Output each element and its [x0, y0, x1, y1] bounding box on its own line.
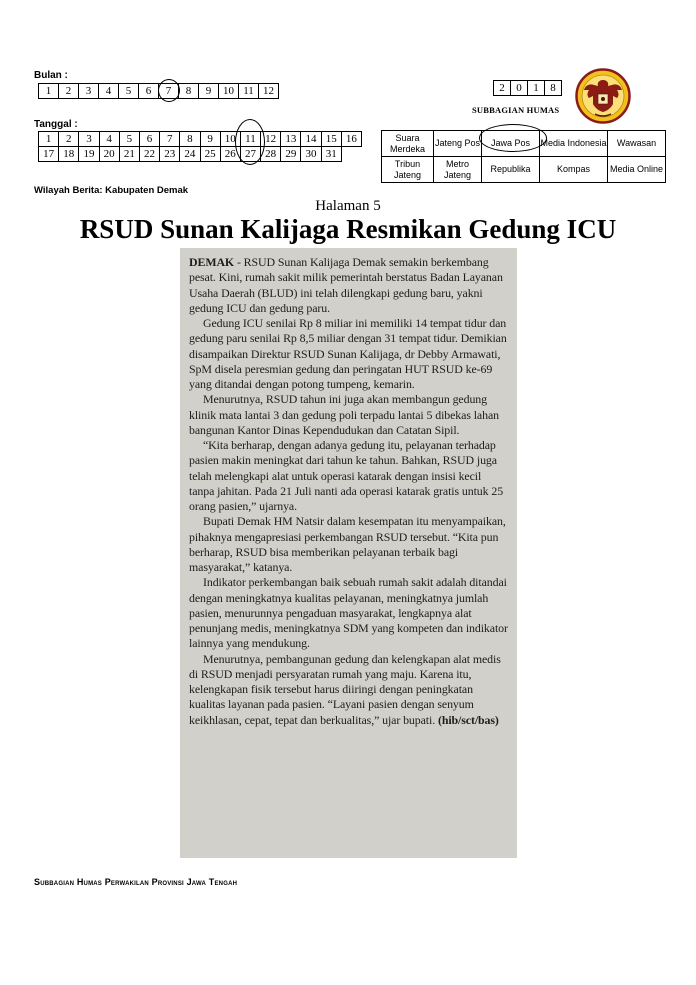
- date-cell: 31: [321, 147, 341, 162]
- month-cell: 8: [179, 84, 199, 99]
- selected-media-circle: [479, 124, 547, 152]
- garuda-emblem-icon: [575, 68, 631, 124]
- date-selector: [38, 131, 362, 162]
- date-cell: 19: [79, 147, 99, 162]
- date-cell: 9: [200, 132, 220, 147]
- date-cell: 26: [220, 147, 240, 162]
- article-paragraph: Bupati Demak HM Natsir dalam kesempatan itu menyampaikan, pihaknya mengapresiasi perkembangan RSUD tersebut. “Kita pun berharap, RSUD bisa memberikan pelayanan terbaik bagi masyarakat,” katanya.: [189, 514, 506, 574]
- selected-month-circle: [158, 79, 180, 102]
- date-cell: 4: [99, 132, 119, 147]
- article-paragraph: Indikator perkembangan baik sebuah rumah sakit adalah ditandai dengan meningkatnya kualitas pelayanan, meningkatnya jumlah pasien, menurunnya pengaduan masyarakat, lengkapnya alat penunjang medis, meningkatnya SDM yang kompeten dan indikator lainnya yang mendukung.: [189, 575, 508, 651]
- footer-agency: Subbagian Humas Perwakilan Provinsi Jawa Tengah: [34, 877, 238, 887]
- page-number: Halaman 5: [315, 198, 381, 214]
- article-signature: (hib/sct/bas): [437, 712, 499, 727]
- date-cell: 22: [139, 147, 159, 162]
- date-cell: 21: [119, 147, 139, 162]
- media-cell: Media Online: [608, 157, 666, 183]
- month-cell: 5: [119, 84, 139, 99]
- date-cell: 1: [39, 132, 59, 147]
- media-cell: Suara Merdeka: [382, 131, 434, 157]
- month-cell: 3: [79, 84, 99, 99]
- news-clipping: [180, 248, 517, 858]
- date-cell: 16: [341, 132, 361, 147]
- media-cell: Kompas: [540, 157, 608, 183]
- headline: RSUD Sunan Kalijaga Resmikan Gedung ICU: [79, 214, 617, 244]
- date-cell: 13: [281, 132, 301, 147]
- date-cell: 8: [180, 132, 200, 147]
- year-digit: 0: [511, 81, 528, 96]
- media-cell: Jawa Pos: [482, 131, 540, 157]
- date-cell: 20: [99, 147, 119, 162]
- media-cell: Jateng Pos: [434, 131, 482, 157]
- article-paragraph: Menurutnya, pembangunan gedung dan kelengkapan alat medis di RSUD menjadi persyaratan rumah yang maju. Karena itu, kelengkapan fisik tersebut harus diiringi dengan peningkatan kualitas layanan pada pasien. “Layani pasien dengan senyum keikhlasan, cepat, tepat dan berkualitas,” ujar bupati. (hib/sct/bas): [189, 651, 501, 727]
- date-cell: 18: [59, 147, 79, 162]
- date-cell: 11: [240, 132, 260, 147]
- date-cell: 5: [119, 132, 139, 147]
- month-cell: 10: [219, 84, 239, 99]
- date-cell: 15: [321, 132, 341, 147]
- year-box: [493, 80, 562, 96]
- media-cell: Media Indonesia: [540, 131, 608, 157]
- date-cell: 24: [180, 147, 200, 162]
- media-cell: Wawasan: [608, 131, 666, 157]
- date-cell: 3: [79, 132, 99, 147]
- media-cell: Tribun Jateng: [382, 157, 434, 183]
- month-cell: 11: [239, 84, 259, 99]
- month-cell: 9: [199, 84, 219, 99]
- tanggal-label: Tanggal :: [34, 119, 78, 130]
- date-cell: 6: [139, 132, 159, 147]
- date-cell: 17: [39, 147, 59, 162]
- year-digit: 2: [494, 81, 511, 96]
- agency-name: SUBBAGIAN HUMAS: [472, 105, 560, 115]
- news-region: Wilayah Berita: Kabupaten Demak: [34, 185, 189, 196]
- date-cell: 2: [59, 132, 79, 147]
- date-cell: 23: [160, 147, 180, 162]
- date-cell: 29: [281, 147, 301, 162]
- article-paragraph: DEMAK - RSUD Sunan Kalijaga Demak semakin berkembang pesat. Kini, rumah sakit milik pemerintah berstatus Badan Layanan Usaha Daerah (BLUD) ini telah dilengkapi gedung baru, yakni gedung ICU dan gedung paru.: [189, 255, 503, 315]
- media-cell: Republika: [482, 157, 540, 183]
- month-cell: 6: [139, 84, 159, 99]
- article-paragraph: Gedung ICU senilai Rp 8 miliar ini memiliki 14 tempat tidur dan gedung paru senilai Rp 8,5 miliar dengan 31 tempat tidur. Demikian disampaikan Direktur RSUD Sunan Kalijaga, dr Debby Armawati, SpM disela peresmian gedung dan peringatan HUT RSUD ke-69 yang ditandai dengan potong tumpeng, kemarin.: [189, 316, 507, 391]
- date-cell: 12: [261, 132, 281, 147]
- date-cell: 14: [301, 132, 321, 147]
- month-cell: 7: [159, 84, 179, 99]
- date-cell: 7: [160, 132, 180, 147]
- month-cell: 2: [59, 84, 79, 99]
- date-cell: 30: [301, 147, 321, 162]
- selected-date-circle: [235, 119, 265, 165]
- bulan-label: Bulan :: [34, 70, 68, 81]
- date-cell: 27: [240, 147, 260, 162]
- month-cell: 4: [99, 84, 119, 99]
- date-cell: 25: [200, 147, 220, 162]
- media-cell: Metro Jateng: [434, 157, 482, 183]
- article-paragraph: Menurutnya, RSUD tahun ini juga akan membangun gedung klinik mata lantai 3 dan gedung poli terpadu lantai 5 dibekas lahan bangunan Kantor Dinas Kependudukan dan Catatan Sipil.: [189, 392, 499, 437]
- date-cell: 10: [220, 132, 240, 147]
- year-digit: 1: [528, 81, 545, 96]
- article-dateline: DEMAK: [189, 255, 235, 269]
- month-cell: 1: [39, 84, 59, 99]
- month-cell: 12: [259, 84, 279, 99]
- year-digit: 8: [545, 81, 562, 96]
- article-paragraph: “Kita berharap, dengan adanya gedung itu, pelayanan terhadap pasien makin meningkat dari tahun ke tahun. Bahkan, RSUD juga telah melengkapi alat untuk operasi katarak dengan insisi kecil tanpa jahitan. Pada 21 Juli nanti ada operasi katarak gratis untuk 25 orang pasien,” ujarnya.: [189, 438, 504, 513]
- date-cell: 28: [261, 147, 281, 162]
